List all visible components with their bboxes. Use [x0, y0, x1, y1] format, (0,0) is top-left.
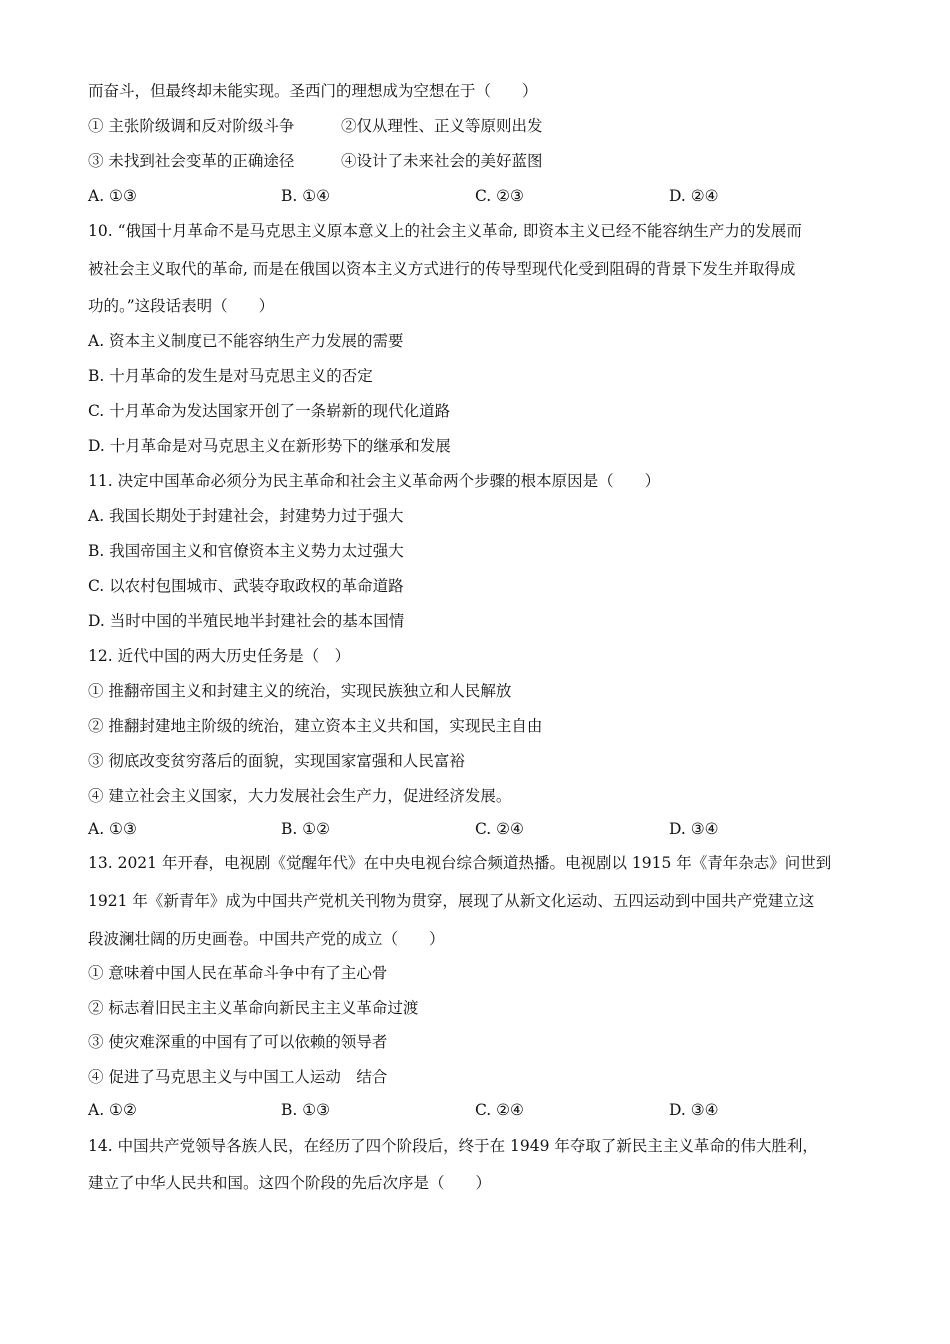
q12-item-3: ③ 彻底改变贫穷落后的面貌，实现国家富强和人民富裕	[88, 752, 465, 770]
q13-stem-line-2: 1921 年《新青年》成为中国共产党机关刊物为贯穿，展现了从新文化运动、五四运动到中国共产党建立这	[88, 892, 815, 910]
q10-stem-line-3: 功的。”这段话表明（ ）	[88, 297, 275, 315]
q11-choice-a: A. 我国长期处于封建社会，封建势力过于强大	[88, 507, 404, 525]
q9-item-3: ③ 未找到社会变革的正确途径	[88, 152, 295, 170]
q10-choice-b: B. 十月革命的发生是对马克思主义的否定	[88, 367, 373, 385]
q9-stem: 而奋斗，但最终却未能实现。圣西门的理想成为空想在于（ ）	[88, 82, 538, 100]
q13-stem-line-1: 13. 2021 年开春，电视剧《觉醒年代》在中央电视台综合频道热播。电视剧以 1915 年《青年杂志》问世到	[88, 854, 832, 872]
q9-choice-a: A. ①③	[88, 187, 137, 205]
q11-stem: 11. 决定中国革命必须分为民主革命和社会主义革命两个步骤的根本原因是（ ）	[88, 472, 661, 490]
q9-choice-c: C. ②③	[475, 187, 524, 205]
q12-choice-a: A. ①③	[88, 820, 137, 838]
q12-choice-b: B. ①②	[281, 820, 331, 838]
q13-item-2: ② 标志着旧民主主义革命向新民主主义革命过渡	[88, 999, 419, 1017]
q12-item-2: ② 推翻封建地主阶级的统治，建立资本主义共和国，实现民主自由	[88, 717, 543, 735]
q9-choice-b: B. ①④	[281, 187, 331, 205]
q12-choice-d: D. ③④	[669, 820, 719, 838]
q9-item-4: ④设计了未来社会的美好蓝图	[341, 152, 543, 170]
q11-choice-c: C. 以农村包围城市、武装夺取政权的革命道路	[88, 577, 404, 595]
q9-item-1: ① 主张阶级调和反对阶级斗争	[88, 117, 295, 135]
q9-choice-d: D. ②④	[669, 187, 719, 205]
q12-stem: 12. 近代中国的两大历史任务是（ ）	[88, 647, 351, 665]
q10-stem-line-1: 10. “俄国十月革命不是马克思主义原本意义上的社会主义革命, 即资本主义已经不能容纳生产力的发展而	[88, 222, 802, 240]
q13-item-4: ④ 促进了马克思主义与中国工人运动 结合	[88, 1068, 388, 1086]
q12-item-1: ① 推翻帝国主义和封建主义的统治，实现民族独立和人民解放	[88, 682, 512, 700]
q12-choice-c: C. ②④	[475, 820, 524, 838]
q13-choice-d: D. ③④	[669, 1101, 719, 1119]
q12-item-4: ④ 建立社会主义国家，大力发展社会生产力，促进经济发展。	[88, 787, 512, 805]
q14-stem-line-1: 14. 中国共产党领导各族人民，在经历了四个阶段后，终于在 1949 年夺取了新民主主义革命的伟大胜利，	[88, 1137, 818, 1155]
q13-choice-b: B. ①③	[281, 1101, 331, 1119]
q10-choice-d: D. 十月革命是对马克思主义在新形势下的继承和发展	[88, 437, 451, 455]
q13-item-3: ③ 使灾难深重的中国有了可以依赖的领导者	[88, 1033, 388, 1051]
q13-choice-c: C. ②④	[475, 1101, 524, 1119]
q10-choice-c: C. 十月革命为发达国家开创了一条崭新的现代化道路	[88, 402, 451, 420]
q9-item-2: ②仅从理性、正义等原则出发	[341, 117, 543, 135]
q11-choice-b: B. 我国帝国主义和官僚资本主义势力太过强大	[88, 542, 404, 560]
q10-stem-line-2: 被社会主义取代的革命, 而是在俄国以资本主义方式进行的传导型现代化受到阻碍的背景下发生并取得成	[88, 260, 796, 278]
q11-choice-d: D. 当时中国的半殖民地半封建社会的基本国情	[88, 612, 405, 630]
q13-choice-a: A. ①②	[88, 1101, 137, 1119]
q13-item-1: ① 意味着中国人民在革命斗争中有了主心骨	[88, 964, 388, 982]
q10-choice-a: A. 资本主义制度已不能容纳生产力发展的需要	[88, 332, 404, 350]
q13-stem-line-3: 段波澜壮阔的历史画卷。中国共产党的成立（ ）	[88, 930, 445, 948]
q14-stem-line-2: 建立了中华人民共和国。这四个阶段的先后次序是（ ）	[88, 1174, 492, 1192]
